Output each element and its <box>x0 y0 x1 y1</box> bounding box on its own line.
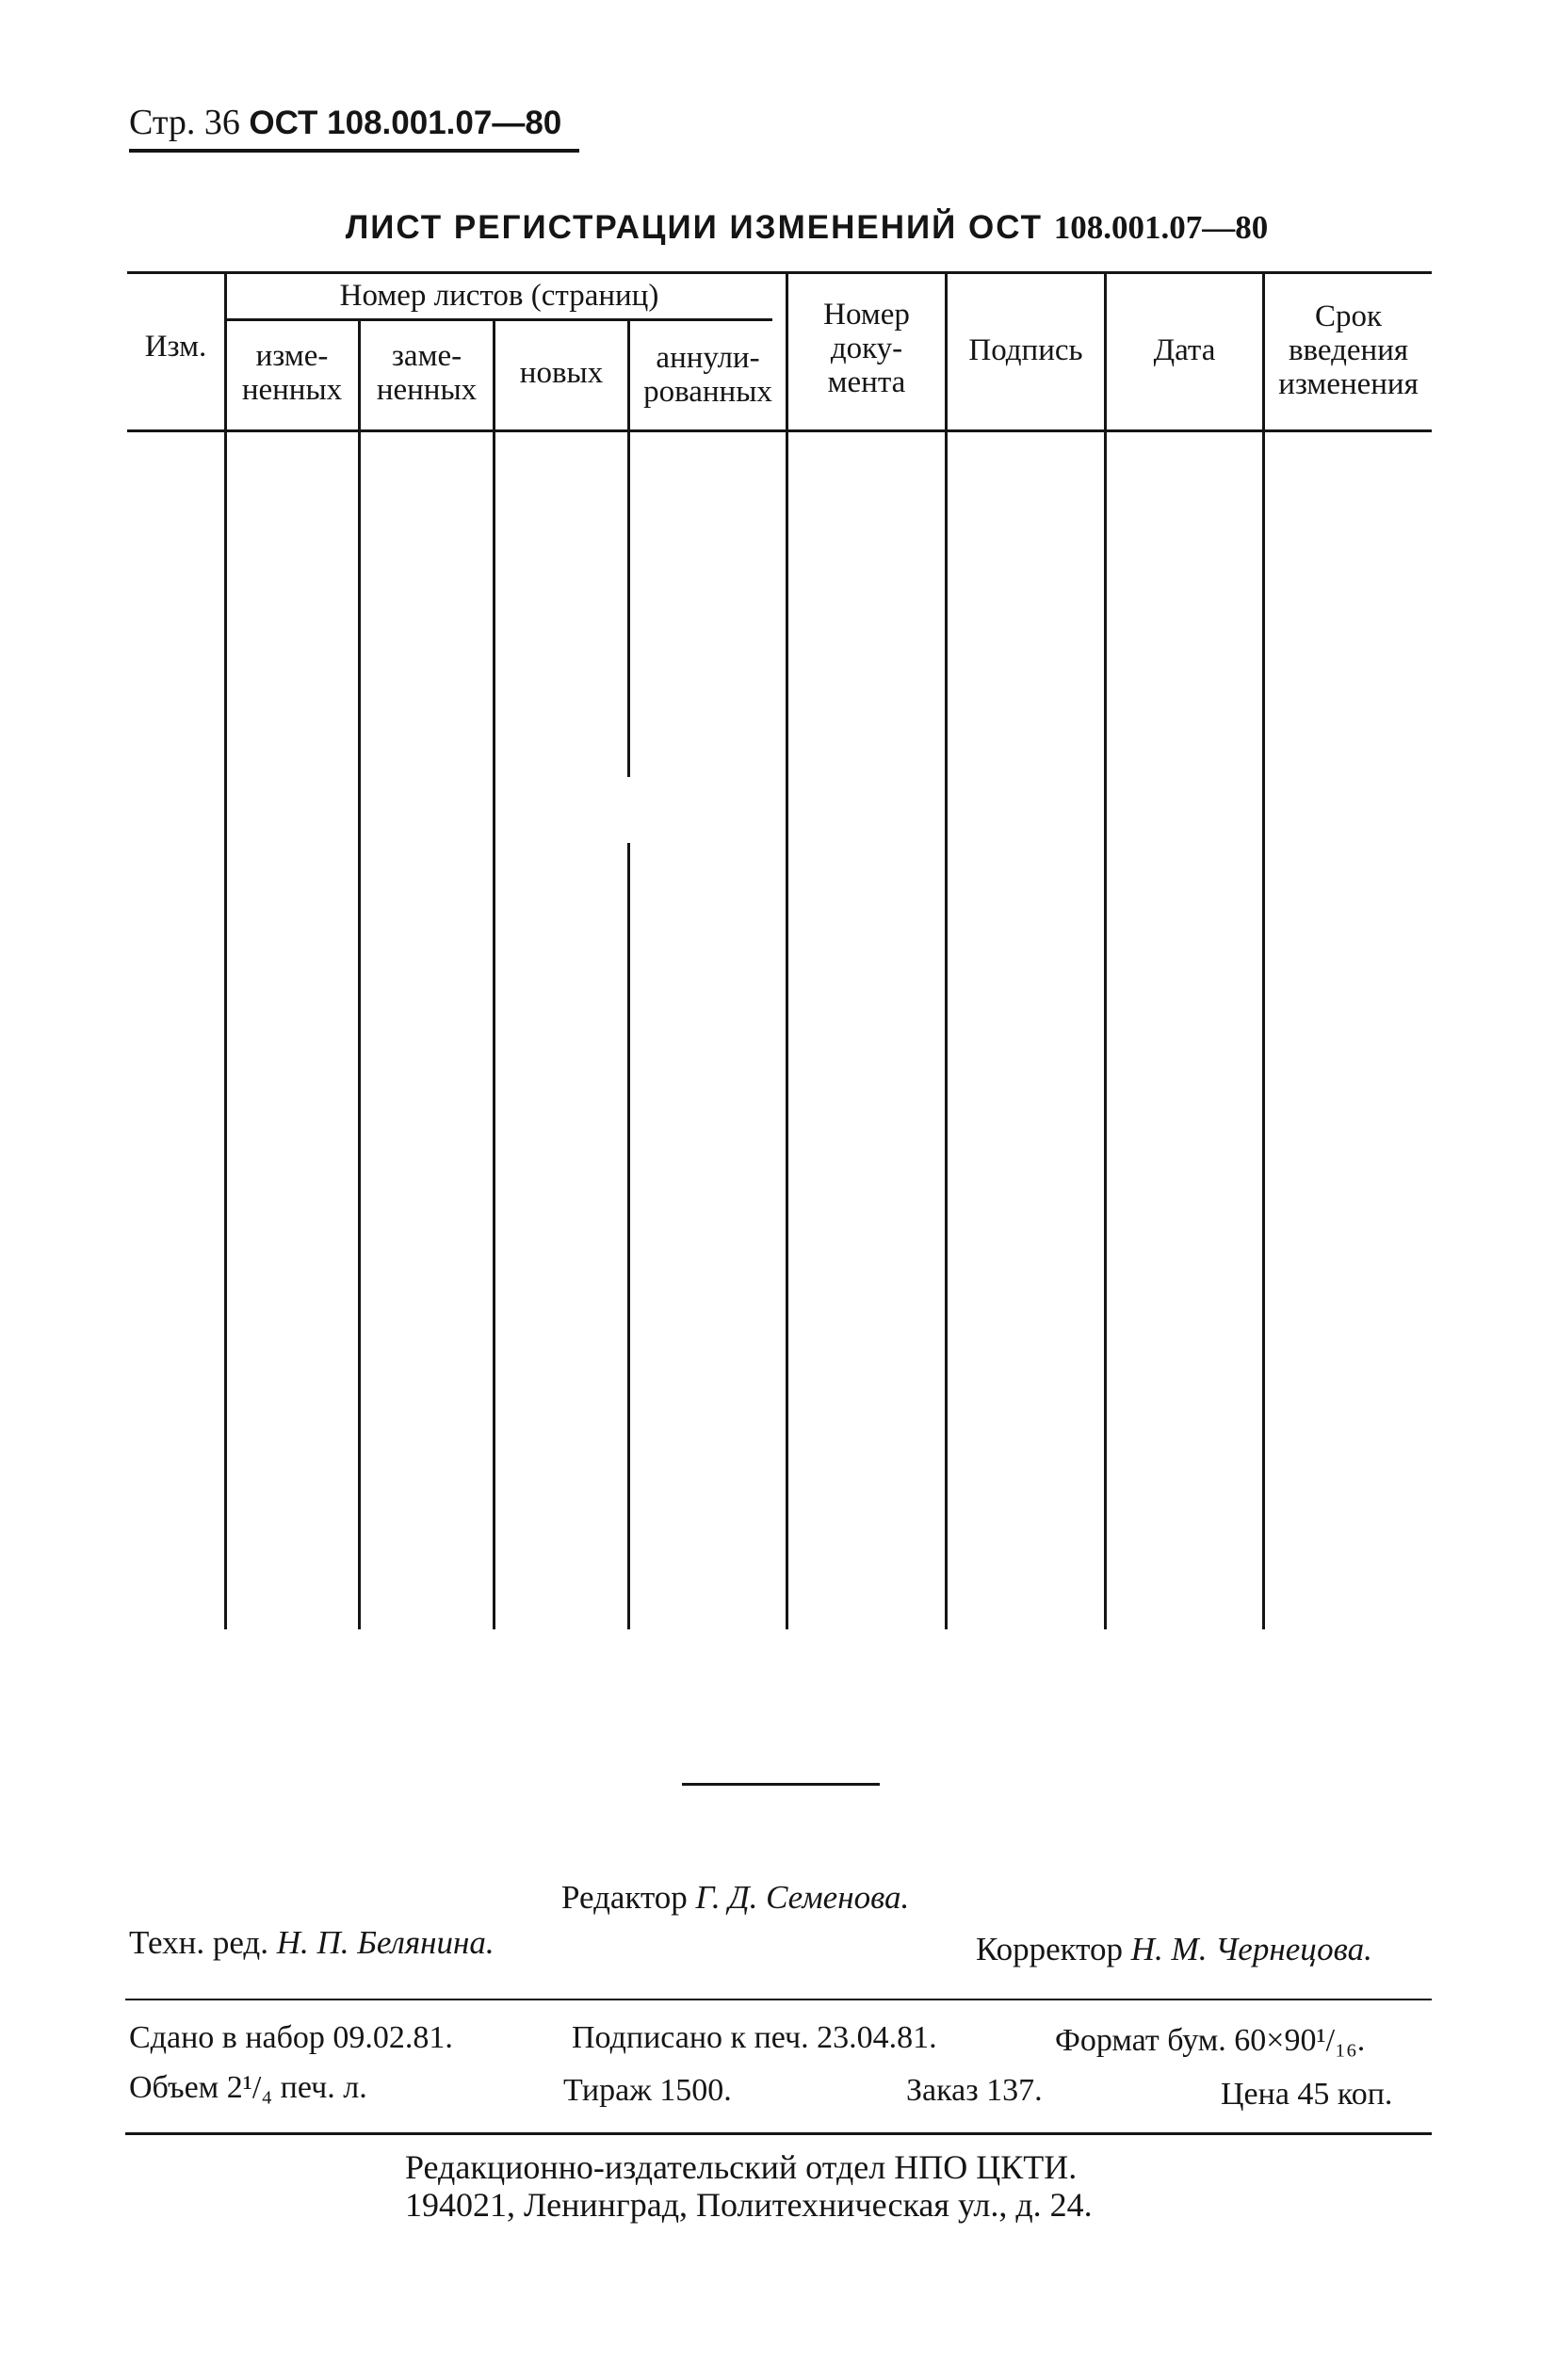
header-date-label: Дата <box>1153 333 1216 367</box>
header-signature-label: Подпись <box>968 333 1083 367</box>
publisher-name: Редакционно-издательский отдел НПО ЦКТИ. <box>405 2148 1078 2186</box>
page-number: Стр. 36 <box>129 103 240 142</box>
col-divider-8 <box>1262 273 1265 1629</box>
tech-editor-line <box>129 1924 495 1962</box>
header-document-line1: Номер <box>823 298 910 332</box>
header-new-label: новых <box>519 356 604 390</box>
col-divider-6 <box>945 273 948 1629</box>
header-changed-line2: ненных <box>241 373 343 407</box>
header-sheet-numbers-label: Номер листов (страниц) <box>339 279 659 313</box>
col-divider-5 <box>786 273 788 1629</box>
header-term-line2: введения <box>1288 333 1409 367</box>
signed-date: Подписано к печ. 23.04.81. <box>572 2020 937 2055</box>
header-term-line1: Срок <box>1314 300 1383 333</box>
header-izm <box>127 330 224 364</box>
editor-name: Г. Д. Семенова. <box>695 1879 910 1916</box>
credits-rule <box>125 1999 1432 2000</box>
editor-line <box>561 1879 909 1917</box>
header-replaced-line2: ненных <box>376 373 478 407</box>
print-run: Тираж 1500. <box>563 2073 732 2108</box>
header-document-number <box>788 298 945 399</box>
header-underline <box>129 149 579 153</box>
table-top-border <box>127 271 1432 274</box>
corrector-name: Н. М. Чернецова. <box>1130 1931 1372 1967</box>
paper-format: Формат бум. 60×90¹/₁₆. <box>1055 2023 1366 2058</box>
col-divider-4b <box>627 843 630 1629</box>
header-document-line3: мента <box>827 365 906 399</box>
order-number: Заказ 137. <box>906 2073 1043 2108</box>
header-signature <box>948 333 1104 367</box>
header-date <box>1107 333 1262 367</box>
print-volume: Объем 2¹/₄ печ. л. <box>129 2070 367 2105</box>
header-annulled-line2: рованных <box>643 375 772 409</box>
header-term-line3: изменения <box>1278 367 1419 401</box>
tech-editor-name: Н. П. Белянина. <box>276 1924 495 1961</box>
header-term <box>1265 300 1432 401</box>
col-divider-7 <box>1104 273 1107 1629</box>
standard-code: ОСТ 108.001.07—80 <box>249 105 562 141</box>
header-replaced <box>361 339 493 407</box>
header-annulled <box>630 341 786 409</box>
col-divider-3 <box>493 320 495 1629</box>
header-new <box>495 356 627 390</box>
corrector-line <box>976 1931 1372 1968</box>
header-izm-label: Изм. <box>144 330 207 364</box>
tech-editor-label: Техн. ред. <box>129 1924 268 1961</box>
page-header <box>129 102 561 143</box>
col-divider-2 <box>358 320 361 1629</box>
header-changed <box>226 339 358 407</box>
header-changed-line1: изме- <box>255 339 329 373</box>
publishing-rule <box>125 2132 1432 2135</box>
editor-label: Редактор <box>561 1879 688 1916</box>
header-sheet-numbers <box>226 279 772 313</box>
header-annulled-line1: аннули- <box>656 341 760 375</box>
header-bottom-border <box>127 429 1432 432</box>
price: Цена 45 коп. <box>1221 2077 1393 2112</box>
col-divider-1 <box>224 273 227 1629</box>
title-text: ЛИСТ РЕГИСТРАЦИИ ИЗМЕНЕНИЙ ОСТ <box>345 209 1044 246</box>
title-number: 108.001.07—80 <box>1053 209 1269 246</box>
typeset-date: Сдано в набор 09.02.81. <box>129 2020 453 2055</box>
header-document-line2: доку- <box>830 332 903 365</box>
group-header-divider <box>226 318 772 321</box>
page-title <box>0 209 1557 247</box>
section-separator <box>682 1783 880 1786</box>
header-replaced-line1: заме- <box>391 339 462 373</box>
corrector-label: Корректор <box>976 1931 1124 1967</box>
publisher-address: 194021, Ленинград, Политехническая ул., д. 24. <box>405 2186 1093 2224</box>
